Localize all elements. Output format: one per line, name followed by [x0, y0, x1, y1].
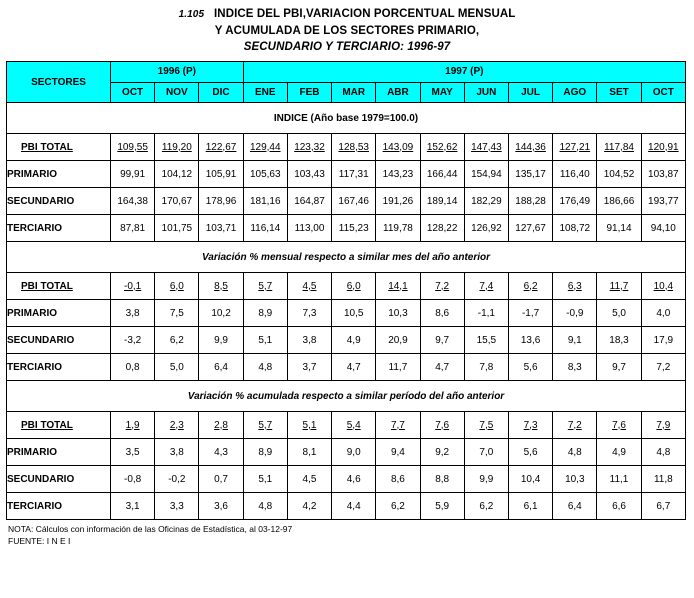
table-cell: 8,5: [199, 273, 243, 300]
row-label: TERCIARIO: [7, 215, 111, 242]
table-cell: 7,2: [420, 273, 464, 300]
table-cell: 117,31: [332, 161, 376, 188]
title-text-1: INDICE DEL PBI,VARIACION PORCENTUAL MENSUAL: [214, 8, 516, 20]
table-cell: 14,1: [376, 273, 420, 300]
table-cell: 7,9: [641, 412, 685, 439]
table-cell: 4,9: [597, 439, 641, 466]
row-label: SECUNDARIO: [7, 327, 111, 354]
table-cell: 109,55: [111, 134, 155, 161]
table-cell: 193,77: [641, 188, 685, 215]
table-row: [7, 327, 686, 354]
table-cell: 13,6: [508, 327, 552, 354]
row-label: PRIMARIO: [7, 300, 111, 327]
table-cell: 9,2: [420, 439, 464, 466]
table-cell: 7,3: [508, 412, 552, 439]
table-cell: 170,67: [155, 188, 199, 215]
table-cell: 7,5: [464, 412, 508, 439]
table-cell: 103,43: [287, 161, 331, 188]
table-cell: 5,6: [508, 354, 552, 381]
table-cell: 87,81: [111, 215, 155, 242]
table-row: [7, 412, 686, 439]
table-cell: -3,2: [111, 327, 155, 354]
table-cell: 17,9: [641, 327, 685, 354]
table-cell: 6,2: [155, 327, 199, 354]
table-cell: 117,84: [597, 134, 641, 161]
table-cell: 94,10: [641, 215, 685, 242]
header-month-oct-1997: OCT: [641, 82, 685, 103]
table-cell: 4,5: [287, 273, 331, 300]
title-line-1: [0, 6, 694, 23]
table-cell: 4,6: [332, 466, 376, 493]
row-label: PBI TOTAL: [7, 134, 111, 161]
table-cell: 6,4: [553, 493, 597, 520]
table-cell: 7,2: [553, 412, 597, 439]
title-line-3: SECUNDARIO Y TERCIARIO: 1996-97: [243, 41, 451, 53]
page-title: [0, 0, 694, 61]
table-cell: 7,2: [641, 354, 685, 381]
title-line-2: Y ACUMULADA DE LOS SECTORES PRIMARIO,: [214, 25, 480, 37]
section-heading: Variación % acumulada respecto a similar período del año anterior: [7, 381, 686, 412]
row-label: PBI TOTAL: [7, 273, 111, 300]
table-cell: 91,14: [597, 215, 641, 242]
table-cell: 104,52: [597, 161, 641, 188]
table-cell: 20,9: [376, 327, 420, 354]
section-heading-row: [7, 103, 686, 134]
table-cell: 116,14: [243, 215, 287, 242]
table-cell: 5,4: [332, 412, 376, 439]
table-cell: 99,91: [111, 161, 155, 188]
table-cell: 4,2: [287, 493, 331, 520]
table-cell: 105,91: [199, 161, 243, 188]
section-heading-row: [7, 242, 686, 273]
table-cell: 4,3: [199, 439, 243, 466]
table-cell: 5,7: [243, 412, 287, 439]
table-cell: 105,63: [243, 161, 287, 188]
section-heading: INDICE (Año base 1979=100.0): [7, 103, 686, 134]
table-cell: 10,2: [199, 300, 243, 327]
table-cell: 167,46: [332, 188, 376, 215]
table-cell: 5,6: [508, 439, 552, 466]
table-cell: 8,3: [553, 354, 597, 381]
table-cell: 113,00: [287, 215, 331, 242]
table-cell: 11,1: [597, 466, 641, 493]
table-cell: 5,7: [243, 273, 287, 300]
table-cell: -0,1: [111, 273, 155, 300]
table-cell: 4,4: [332, 493, 376, 520]
table-cell: 186,66: [597, 188, 641, 215]
table-cell: 3,3: [155, 493, 199, 520]
table-row: [7, 354, 686, 381]
table-cell: -0,9: [553, 300, 597, 327]
table-cell: -0,2: [155, 466, 199, 493]
table-cell: 2,3: [155, 412, 199, 439]
table-cell: 10,4: [641, 273, 685, 300]
table-cell: 164,87: [287, 188, 331, 215]
table-cell: 7,4: [464, 273, 508, 300]
table-cell: 7,8: [464, 354, 508, 381]
table-cell: 0,7: [199, 466, 243, 493]
table-cell: 9,1: [553, 327, 597, 354]
table-cell: 101,75: [155, 215, 199, 242]
header-month-feb: FEB: [287, 82, 331, 103]
header-month-jul: JUL: [508, 82, 552, 103]
table-cell: 11,8: [641, 466, 685, 493]
table-cell: 7,7: [376, 412, 420, 439]
table-cell: 108,72: [553, 215, 597, 242]
table-cell: 6,2: [508, 273, 552, 300]
table-cell: 188,28: [508, 188, 552, 215]
table-cell: 3,8: [287, 327, 331, 354]
header-month-nov-1996: NOV: [155, 82, 199, 103]
footer: [6, 520, 686, 547]
header-sectores: SECTORES: [7, 62, 111, 103]
table-cell: 9,4: [376, 439, 420, 466]
table-cell: 6,1: [508, 493, 552, 520]
table-cell: 147,43: [464, 134, 508, 161]
table-cell: 122,67: [199, 134, 243, 161]
table-cell: 10,5: [332, 300, 376, 327]
row-label: PRIMARIO: [7, 161, 111, 188]
table-cell: 119,20: [155, 134, 199, 161]
table-cell: 8,9: [243, 439, 287, 466]
table-cell: 119,78: [376, 215, 420, 242]
table-cell: 10,3: [376, 300, 420, 327]
table-cell: 11,7: [597, 273, 641, 300]
table-cell: 6,0: [155, 273, 199, 300]
table-cell: 3,8: [155, 439, 199, 466]
table-cell: 164,38: [111, 188, 155, 215]
table-cell: 6,6: [597, 493, 641, 520]
table-cell: 4,8: [243, 354, 287, 381]
row-label: TERCIARIO: [7, 493, 111, 520]
table-cell: 3,1: [111, 493, 155, 520]
table-cell: 143,23: [376, 161, 420, 188]
table-cell: 2,8: [199, 412, 243, 439]
table-cell: 8,1: [287, 439, 331, 466]
table-cell: 152,62: [420, 134, 464, 161]
table-cell: 8,9: [243, 300, 287, 327]
row-label: PBI TOTAL: [7, 412, 111, 439]
table-cell: 7,6: [420, 412, 464, 439]
table-cell: 5,1: [243, 466, 287, 493]
table-cell: 4,5: [287, 466, 331, 493]
section-heading-row: [7, 381, 686, 412]
table-cell: 182,29: [464, 188, 508, 215]
table-row: [7, 215, 686, 242]
table-cell: 4,0: [641, 300, 685, 327]
table-cell: 6,4: [199, 354, 243, 381]
table-cell: 8,6: [420, 300, 464, 327]
table-cell: 7,5: [155, 300, 199, 327]
table-cell: 8,6: [376, 466, 420, 493]
table-cell: 9,7: [420, 327, 464, 354]
table-cell: 144,36: [508, 134, 552, 161]
table-cell: 123,32: [287, 134, 331, 161]
header-month-may: MAY: [420, 82, 464, 103]
footer-source: FUENTE: I N E I: [8, 536, 71, 546]
table-cell: 103,71: [199, 215, 243, 242]
table-cell: -1,7: [508, 300, 552, 327]
table-header-group-row: [7, 62, 686, 83]
table-cell: 143,09: [376, 134, 420, 161]
header-month-abr: ABR: [376, 82, 420, 103]
section-heading: Variación % mensual respecto a similar mes del año anterior: [7, 242, 686, 273]
table-cell: 4,8: [243, 493, 287, 520]
table-row: [7, 273, 686, 300]
table-cell: 9,7: [597, 354, 641, 381]
row-label: PRIMARIO: [7, 439, 111, 466]
table-cell: 4,7: [332, 354, 376, 381]
table-body: [7, 62, 686, 520]
table-cell: 181,16: [243, 188, 287, 215]
table-cell: 104,12: [155, 161, 199, 188]
table-cell: 9,9: [464, 466, 508, 493]
table-cell: 127,67: [508, 215, 552, 242]
table-cell: 189,14: [420, 188, 464, 215]
table-cell: 128,22: [420, 215, 464, 242]
table-cell: 6,0: [332, 273, 376, 300]
header-month-dic-1996: DIC: [199, 82, 243, 103]
table-cell: 5,1: [243, 327, 287, 354]
table-cell: 7,6: [597, 412, 641, 439]
table-cell: 128,53: [332, 134, 376, 161]
table-cell: 115,23: [332, 215, 376, 242]
table-cell: 4,8: [641, 439, 685, 466]
table-cell: 8,8: [420, 466, 464, 493]
table-cell: 10,3: [553, 466, 597, 493]
header-group-1997: 1997 (P): [243, 62, 685, 83]
header-month-mar: MAR: [332, 82, 376, 103]
header-month-jun: JUN: [464, 82, 508, 103]
table-row: [7, 466, 686, 493]
footer-note: NOTA: Cálculos con información de las Oficinas de Estadística, al 03-12-97: [8, 524, 293, 534]
table-cell: 178,96: [199, 188, 243, 215]
table-cell: 3,7: [287, 354, 331, 381]
table-row: [7, 300, 686, 327]
table-row: [7, 134, 686, 161]
table-cell: 3,6: [199, 493, 243, 520]
row-label: SECUNDARIO: [7, 188, 111, 215]
table-cell: 15,5: [464, 327, 508, 354]
table-cell: 126,92: [464, 215, 508, 242]
table-cell: 5,0: [155, 354, 199, 381]
row-label: TERCIARIO: [7, 354, 111, 381]
table-cell: 6,7: [641, 493, 685, 520]
table-cell: 176,49: [553, 188, 597, 215]
table-cell: 116,40: [553, 161, 597, 188]
header-month-ene: ENE: [243, 82, 287, 103]
table-cell: 154,94: [464, 161, 508, 188]
title-number: 1.105: [178, 9, 205, 20]
table-cell: 127,21: [553, 134, 597, 161]
table-cell: 10,4: [508, 466, 552, 493]
data-table: [6, 61, 686, 520]
table-row: [7, 439, 686, 466]
table-cell: 4,9: [332, 327, 376, 354]
table-cell: 0,8: [111, 354, 155, 381]
table-cell: 9,9: [199, 327, 243, 354]
table-cell: 6,2: [376, 493, 420, 520]
table-cell: 3,5: [111, 439, 155, 466]
table-row: [7, 493, 686, 520]
header-month-ago: AGO: [553, 82, 597, 103]
table-cell: 129,44: [243, 134, 287, 161]
table-row: [7, 188, 686, 215]
table-cell: 4,8: [553, 439, 597, 466]
table-cell: 135,17: [508, 161, 552, 188]
header-month-set: SET: [597, 82, 641, 103]
table-cell: 7,0: [464, 439, 508, 466]
table-cell: -0,8: [111, 466, 155, 493]
table-cell: 120,91: [641, 134, 685, 161]
table-cell: 5,0: [597, 300, 641, 327]
table-cell: 3,8: [111, 300, 155, 327]
table-cell: 6,2: [464, 493, 508, 520]
table-cell: 7,3: [287, 300, 331, 327]
table-row: [7, 161, 686, 188]
header-group-1996: 1996 (P): [111, 62, 244, 83]
table-cell: 9,0: [332, 439, 376, 466]
table-cell: 4,7: [420, 354, 464, 381]
table-cell: 1,9: [111, 412, 155, 439]
table-cell: 5,1: [287, 412, 331, 439]
row-label: SECUNDARIO: [7, 466, 111, 493]
table-cell: -1,1: [464, 300, 508, 327]
table-cell: 5,9: [420, 493, 464, 520]
header-month-oct-1996: OCT: [111, 82, 155, 103]
table-cell: 18,3: [597, 327, 641, 354]
table-cell: 11,7: [376, 354, 420, 381]
table-cell: 191,26: [376, 188, 420, 215]
table-cell: 6,3: [553, 273, 597, 300]
table-cell: 166,44: [420, 161, 464, 188]
table-cell: 103,87: [641, 161, 685, 188]
